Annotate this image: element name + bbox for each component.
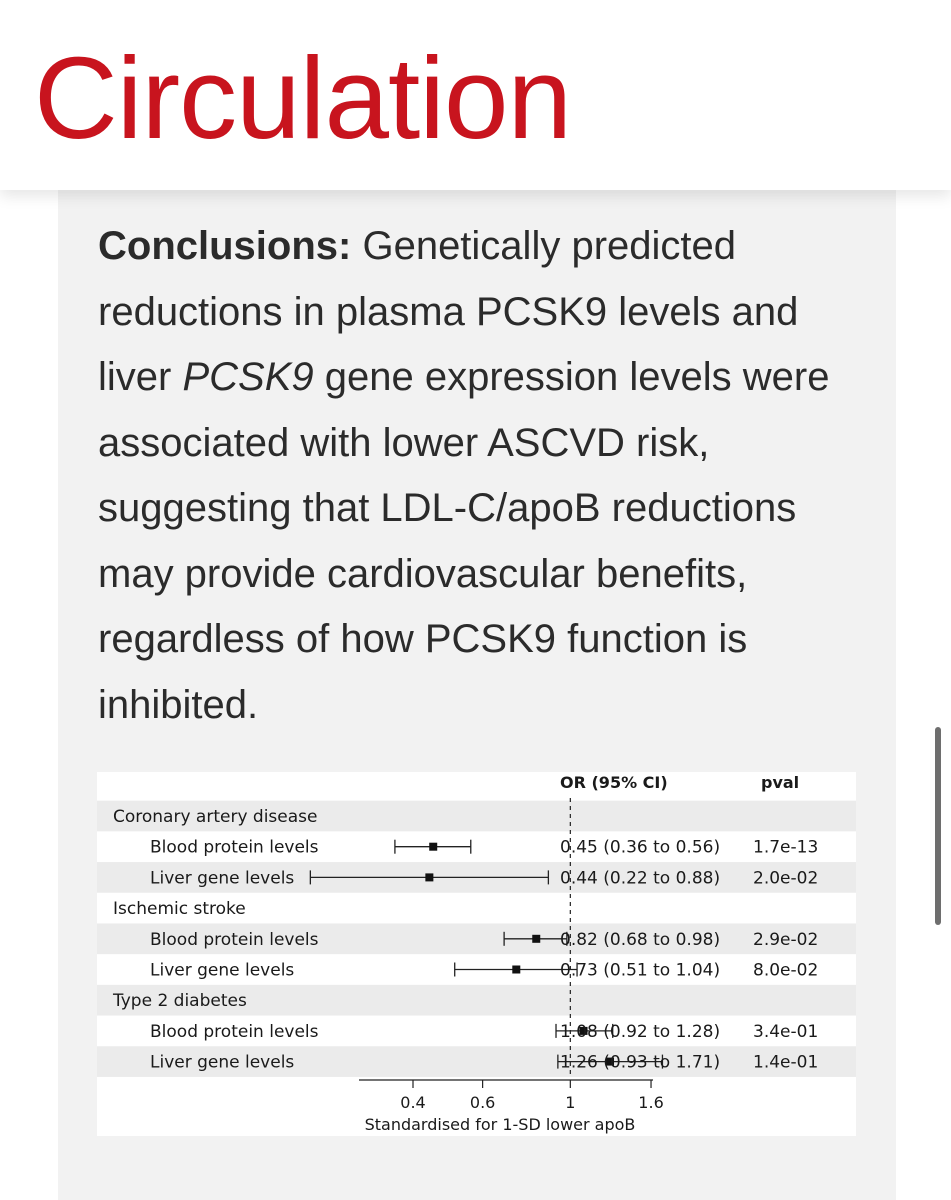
pvalue-text: 8.0e-02 xyxy=(753,960,819,981)
row-label: Blood protein levels xyxy=(150,929,319,950)
pvalue-text: 3.4e-01 xyxy=(753,1021,819,1042)
group-label: Ischemic stroke xyxy=(113,899,246,920)
x-tick-label: 0.6 xyxy=(469,1093,496,1112)
point-estimate xyxy=(532,935,540,943)
row-label: Liver gene levels xyxy=(150,960,295,981)
conclusion-part2: gene expression levels were associated with lower ASCVD risk, suggesting that LDL-C/apoB reductions may provide cardiovascular benefits, regardless of how PCSK9 function is inhibited. xyxy=(98,355,830,727)
estimate-text: 1.26 (0.93 to 1.71) xyxy=(560,1052,721,1073)
row-label: Blood protein levels xyxy=(150,837,319,858)
point-estimate xyxy=(429,843,437,851)
x-tick-label: 1 xyxy=(565,1093,576,1112)
x-tick-label: 0.4 xyxy=(400,1093,426,1112)
row-label: Blood protein levels xyxy=(150,1021,319,1042)
group-label: Type 2 diabetes xyxy=(113,991,247,1012)
group-label: Coronary artery disease xyxy=(113,807,318,827)
x-axis-title: Standardised for 1-SD lower apoB xyxy=(364,1115,636,1134)
pvalue-text: 1.4e-01 xyxy=(753,1052,819,1073)
estimate-text: 0.82 (0.68 to 0.98) xyxy=(560,929,721,950)
scrollbar[interactable] xyxy=(935,727,941,925)
conclusion-part1: Genetically predicted reductions in plasma PCSK9 levels and liver xyxy=(98,224,799,399)
pvalue-text: 1.7e-13 xyxy=(753,837,819,858)
pvalue-text: 2.9e-02 xyxy=(753,929,819,950)
point-estimate xyxy=(425,873,433,881)
estimate-text: 0.45 (0.36 to 0.56) xyxy=(560,837,721,858)
pvalue-text: 2.0e-02 xyxy=(753,868,819,889)
x-tick-label: 1.6 xyxy=(638,1093,664,1112)
conclusion-label: Conclusions: xyxy=(98,224,352,268)
estimate-text: 0.44 (0.22 to 0.88) xyxy=(560,868,721,889)
header-estimate: OR (95% CI) xyxy=(560,773,668,792)
conclusion-text xyxy=(98,214,858,738)
journal-logo[interactable]: Circulation xyxy=(34,33,571,163)
point-estimate xyxy=(512,966,520,974)
estimate-text: 0.73 (0.51 to 1.04) xyxy=(560,960,721,981)
row-label: Liver gene levels xyxy=(150,1052,295,1073)
app-header xyxy=(0,0,951,190)
row-label: Liver gene levels xyxy=(150,868,295,889)
estimate-text: 1.08 (0.92 to 1.28) xyxy=(560,1021,721,1042)
forest-plot xyxy=(97,772,856,1136)
header-pvalue: pval xyxy=(761,773,800,792)
gene-name-italic: PCSK9 xyxy=(182,355,314,399)
